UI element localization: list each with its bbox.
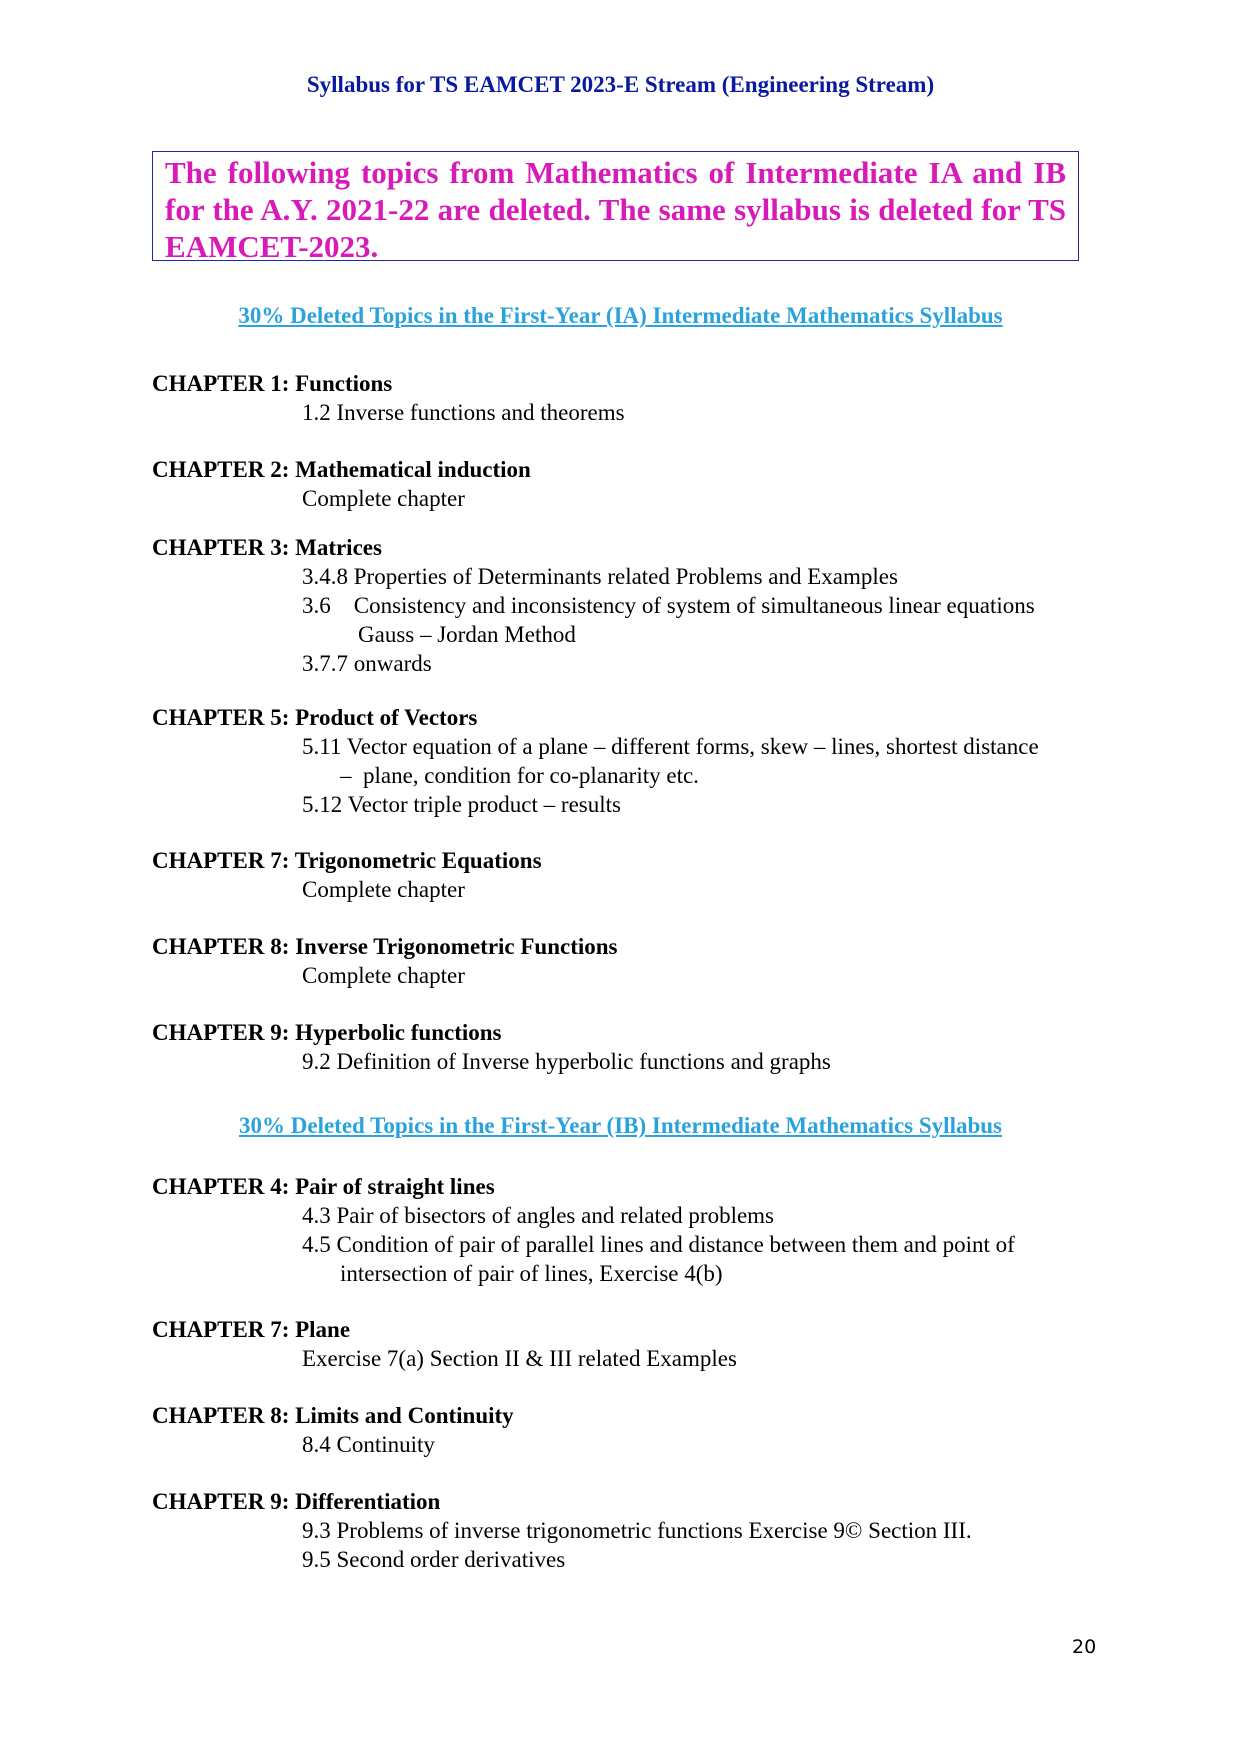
chapter-item: 3.4.8 Properties of Determinants related Problems and Examples — [302, 564, 898, 589]
chapter-block — [152, 455, 531, 513]
chapter-item: Exercise 7(a) Section II & III related Examples — [302, 1346, 737, 1371]
chapter-item: Complete chapter — [302, 963, 465, 988]
chapter-block — [152, 369, 625, 427]
chapter-title: CHAPTER 8: Limits and Continuity — [152, 1403, 514, 1428]
chapter-title: CHAPTER 4: Pair of straight lines — [152, 1174, 495, 1199]
chapter-item: 3.7.7 onwards — [302, 651, 432, 676]
chapter-item: 3.6 Consistency and inconsistency of system of simultaneous linear equations — [302, 593, 1035, 618]
chapter-block — [152, 932, 618, 990]
chapter-title: CHAPTER 1: Functions — [152, 371, 393, 396]
chapter-item: 4.5 Condition of pair of parallel lines and distance between them and point of — [302, 1232, 1015, 1257]
chapter-title: CHAPTER 8: Inverse Trigonometric Functions — [152, 934, 618, 959]
chapter-title: CHAPTER 5: Product of Vectors — [152, 705, 478, 730]
notice-box: The following topics from Mathematics of Intermediate IA and IB for the A.Y. 2021-22 are deleted. The same syllabus is deleted for TS EAMCET-2023. — [152, 151, 1079, 261]
chapter-item-continuation: intersection of pair of lines, Exercise 4(b) — [340, 1261, 723, 1286]
chapter-item-continuation: – plane, condition for co-planarity etc. — [340, 763, 699, 788]
chapter-block — [152, 1172, 1015, 1288]
chapter-item: 9.5 Second order derivatives — [302, 1547, 566, 1572]
chapter-item: 5.12 Vector triple product – results — [302, 792, 621, 817]
chapter-item: 9.3 Problems of inverse trigonometric functions Exercise 9© Section III. — [302, 1518, 972, 1543]
chapter-item: 9.2 Definition of Inverse hyperbolic functions and graphs — [302, 1049, 831, 1074]
chapter-title: CHAPTER 7: Trigonometric Equations — [152, 848, 542, 873]
chapter-item: 4.3 Pair of bisectors of angles and related problems — [302, 1203, 775, 1228]
page-header: Syllabus for TS EAMCET 2023-E Stream (Engineering Stream) — [306, 72, 935, 97]
chapter-item: Complete chapter — [302, 877, 465, 902]
chapter-title: CHAPTER 7: Plane — [152, 1317, 351, 1342]
section-heading-ia: 30% Deleted Topics in the First-Year (IA) Intermediate Mathematics Syllabus — [238, 303, 1003, 328]
chapter-title: CHAPTER 9: Differentiation — [152, 1489, 441, 1514]
chapter-item: Complete chapter — [302, 486, 465, 511]
chapter-block — [152, 846, 542, 904]
chapter-block — [152, 533, 1035, 678]
chapter-title: CHAPTER 2: Mathematical induction — [152, 457, 531, 482]
chapter-item-continuation: Gauss – Jordan Method — [358, 622, 576, 647]
chapter-item: 5.11 Vector equation of a plane – different forms, skew – lines, shortest distance — [302, 734, 1039, 759]
chapter-block — [152, 703, 1039, 819]
chapter-item: 1.2 Inverse functions and theorems — [302, 400, 625, 425]
chapter-block — [152, 1315, 737, 1373]
chapter-block — [152, 1487, 972, 1574]
chapter-title: CHAPTER 3: Matrices — [152, 535, 382, 560]
chapter-item: 8.4 Continuity — [302, 1432, 435, 1457]
chapter-block — [152, 1018, 831, 1076]
section-heading-ib: 30% Deleted Topics in the First-Year (IB) Intermediate Mathematics Syllabus — [239, 1113, 1002, 1138]
chapter-block — [152, 1401, 514, 1459]
page-number: 20 — [1072, 1636, 1097, 1658]
chapter-title: CHAPTER 9: Hyperbolic functions — [152, 1020, 502, 1045]
